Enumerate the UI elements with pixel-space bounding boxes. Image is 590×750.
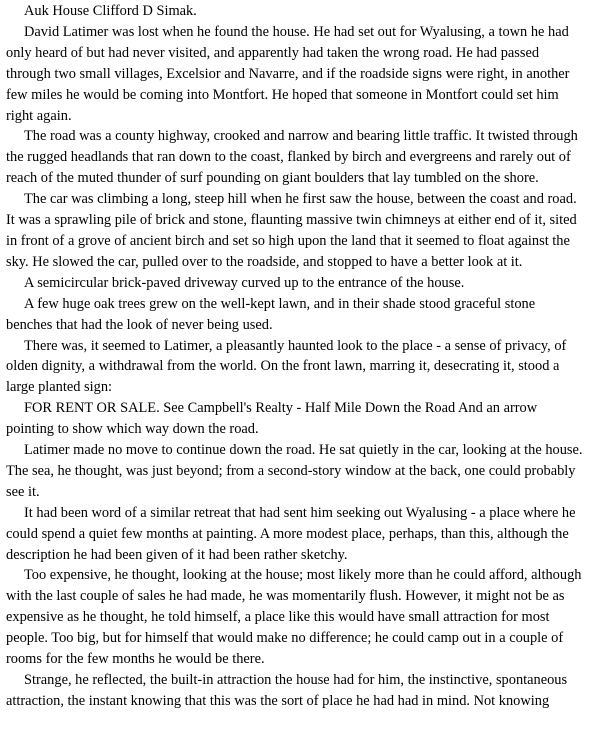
paragraph: Latimer made no move to continue down the road. He sat quietly in the car, looking at the house. The sea, he thought, was just beyond; from a second-story window at the back, one could probably see it.: [6, 442, 583, 500]
paragraph: It had been word of a similar retreat that had sent him seeking out Wyalusing - a place where he could spend a quiet few months at painting. A more modest place, perhaps, than this, although the description he had been given of it had been rather sketchy.: [6, 504, 576, 563]
paragraph: The road was a county highway, crooked and narrow and bearing little traffic. It twisted through the rugged headlands that ran down to the coast, flanked by birch and evergreens and rarely out of reach of the muted thunder of surf pounding on giant boulders that lay tumbled on the shore.: [6, 128, 578, 187]
paragraph: Too expensive, he thought, looking at the house; most likely more than he could afford, although with the last couple of sales he had made, he was momentarily flush. However, it might not be as expensive as he thought, he told himself, a place like this would have small attraction for most people. Too big, but for himself that would make no difference; he could camp out in a couple of rooms for the few months he would be there.: [6, 567, 582, 668]
document-page: [6, 1, 584, 712]
paragraph: The car was climbing a long, steep hill when he first saw the house, between the coast and road. It was a sprawling pile of brick and stone, flaunting massive twin chimneys at either end of it, sited in front of a grove of ancient birch and set so high upon the land that it seemed to float against the sky. He slowed the car, pulled over to the roadside, and stopped to have a better look at it.: [6, 191, 577, 270]
paragraph: A semicircular brick-paved driveway curved up to the entrance of the house.: [24, 274, 465, 291]
paragraph: Strange, he reflected, the built-in attraction the house had for him, the instinctive, spontaneous attraction, the instant knowing that this was the sort of place he had had in mind. Not knowing: [6, 672, 568, 709]
document-heading: Auk House Clifford D Simak.: [24, 3, 197, 19]
paragraph: FOR RENT OR SALE. See Campbell's Realty - Half Mile Down the Road And an arrow pointing to show which way down the road.: [6, 400, 538, 438]
paragraph: There was, it seemed to Latimer, a pleasantly haunted look to the place - a sense of privacy, of olden dignity, a withdrawal from the world. On the front lawn, marring it, desecrating it, stood a large planted sign:: [6, 337, 567, 396]
paragraph: A few huge oak trees grew on the well-kept lawn, and in their shade stood graceful stone benches that had the look of never being used.: [6, 295, 536, 333]
paragraph: David Latimer was lost when he found the house. He had set out for Wyalusing, a town he had only heard of but had never visited, and apparently had taken the wrong road. He had passed through two small villages, Excelsior and Navarre, and if the roadside signs were right, in another few miles he would be coming into Montfort. He hoped that someone in Montfort could set him right again.: [6, 23, 570, 124]
